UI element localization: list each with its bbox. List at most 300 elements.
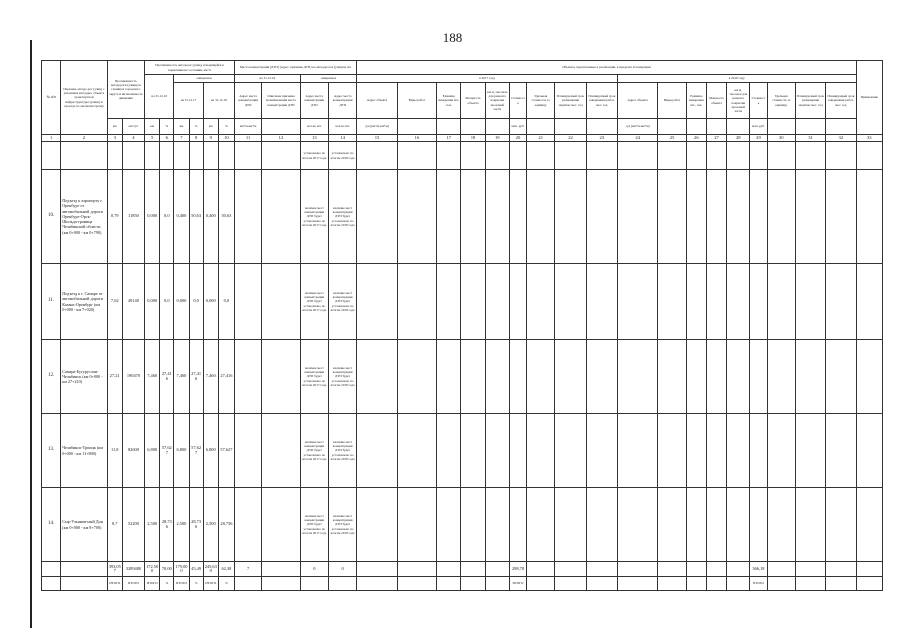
state-pct-16: 0,0 [160, 170, 174, 264]
col-index: 21 [527, 135, 555, 142]
cell-empty [235, 414, 262, 488]
cell-empty [750, 340, 767, 414]
state-pct-17: 0,0 [189, 264, 203, 340]
unit-empty-12 [262, 119, 300, 135]
cell-empty [586, 488, 617, 562]
cell-empty [826, 488, 856, 562]
col-index: 9 [203, 135, 218, 142]
col-index: 22 [555, 135, 586, 142]
state-km-17: 0,400 [174, 170, 189, 264]
totals-row [42, 562, 883, 577]
dtp-note-2017: установлено по итогам 2017 года [300, 142, 328, 170]
cell-empty [555, 170, 586, 264]
cell-empty [485, 414, 509, 488]
cell-empty [300, 577, 328, 591]
header-object-address-17: Адрес объекта [357, 83, 397, 119]
cell-empty [767, 562, 795, 577]
dtp-2017: наличие мест концентрации ДТП будет установлено по итогам 2017 года [300, 488, 328, 562]
cell-empty [174, 142, 189, 170]
cell-empty [727, 562, 750, 577]
cell-empty [235, 142, 262, 170]
unit-pct-18: % [218, 119, 234, 135]
table-row [42, 170, 883, 264]
cell-empty [658, 577, 686, 591]
header-unit-cost-18: Удельная стоимость за единицу [767, 83, 795, 119]
cell-empty [706, 340, 726, 414]
cell-empty [658, 142, 686, 170]
cell-empty [262, 142, 300, 170]
cell-empty [767, 577, 795, 591]
cell-empty [461, 142, 485, 170]
total-cost-17: 298,78 [509, 562, 526, 577]
unit-km-16: км [145, 119, 160, 135]
col-index: 2 [61, 135, 107, 142]
cell-empty [795, 577, 825, 591]
cell-empty [586, 577, 617, 591]
cell-empty [42, 577, 61, 591]
cell-empty [437, 340, 461, 414]
cell-empty [61, 142, 107, 170]
cell-empty [826, 340, 856, 414]
cell-empty [461, 414, 485, 488]
cell-empty [826, 562, 856, 577]
col-index: 19 [485, 135, 509, 142]
state-km-17: 6,800 [174, 414, 189, 488]
cell-empty [397, 562, 436, 577]
state-km-18: 0,400 [203, 170, 218, 264]
cell-empty [686, 142, 706, 170]
dtp-2018: наличие мест концентрации ДТП будет установлено по итогам 2018 года [328, 488, 356, 562]
cell-empty [826, 577, 856, 591]
column-index-row [42, 135, 883, 142]
cell-empty [203, 142, 218, 170]
cell-empty [727, 142, 750, 170]
road-name: Сыр-Ульянов-ный Дон (км 0+000 - км 8+700) [61, 488, 107, 562]
cell-empty [750, 142, 767, 170]
cell-empty [397, 142, 436, 170]
header-units-row [42, 119, 883, 135]
state-pct-18: 50,63 [218, 170, 234, 264]
road-length: 0,79 [107, 170, 122, 264]
dtp-2018: наличие мест концентрации ДТП будет установлено по итогам 2018 года [328, 340, 356, 414]
table-row [42, 340, 883, 414]
dtp-2017: наличие мест концентрации ДТП будет установлено по итогам 2017 года [300, 170, 328, 264]
state-pct-16: 27,41 6 [160, 340, 174, 414]
cell-empty [262, 414, 300, 488]
total-pct-17: 45,49 [189, 562, 203, 577]
cell-empty [618, 264, 658, 340]
cell-empty [586, 170, 617, 264]
header-row-2 [42, 75, 883, 83]
cell-empty [527, 264, 555, 340]
cell-empty [527, 414, 555, 488]
header-objects: Объекты, предлагаемые к реализации, в пределах агломерации [357, 61, 856, 75]
state-km-17: 0,000 [174, 264, 189, 340]
cell-empty [555, 562, 586, 577]
table-row [42, 264, 883, 340]
cell-empty [706, 264, 726, 340]
cell-empty [437, 562, 461, 577]
cell-empty [397, 340, 436, 414]
cell-empty [658, 340, 686, 414]
unit-empty-30 [767, 119, 795, 135]
cell-empty [706, 488, 726, 562]
cell-empty [397, 488, 436, 562]
itogo-label: ИТОГО [145, 577, 160, 591]
cell-empty [856, 414, 882, 488]
cell-empty [727, 488, 750, 562]
cell-empty [555, 142, 586, 170]
cell-empty [706, 562, 726, 577]
cell-empty [658, 562, 686, 577]
cell-empty [437, 264, 461, 340]
cell-empty [767, 414, 795, 488]
cell-empty [586, 562, 617, 577]
cell-empty [658, 488, 686, 562]
cell-empty [485, 488, 509, 562]
state-km-17: 7,460 [174, 340, 189, 414]
col-index: 12 [262, 135, 300, 142]
header-dtp-date-16: на 31.12.16 [235, 75, 301, 83]
state-km-18: 7,460 [203, 340, 218, 414]
unit-dd-18: д/д (км+м-км+м) [618, 119, 658, 135]
cell-empty [555, 488, 586, 562]
cell-empty [727, 414, 750, 488]
header-state-date-16: на 31.12.16 [145, 75, 174, 119]
cell-empty [328, 577, 356, 591]
cell-empty [767, 488, 795, 562]
total-addr-18: 0 [328, 562, 356, 577]
col-index: 8 [189, 135, 203, 142]
unit-empty-26 [686, 119, 706, 135]
dtp-2018: наличие мест концентрации ДТП будет установлено по итогам 2018 года [328, 170, 356, 264]
dtp-note-2018: установлено по итогам 2018 года [328, 142, 356, 170]
state-pct-17: 28,73 6 [189, 488, 203, 562]
itogo-pct: % [189, 577, 203, 591]
cell-empty [235, 488, 262, 562]
state-pct-17: 57,62 7 [189, 414, 203, 488]
header-procure-18: Планируемый срок размещения закупки, мес. год [795, 83, 825, 119]
cell-empty [145, 142, 160, 170]
header-object-address-18: Адрес объекта [618, 83, 658, 119]
unit-count-18: кол-во шт. [328, 119, 356, 135]
state-pct-17: 50,63 [189, 170, 203, 264]
cell-empty [122, 142, 144, 170]
cell-empty [706, 142, 726, 170]
road-traffic: 49140 [122, 264, 144, 340]
cell-empty [262, 264, 300, 340]
cell-empty [856, 340, 882, 414]
road-name: Подъезд к аэропорту г. Оренбург от автомобильной дороги Оренбург-Орск-Шильда-граница Челябинской области (км 0+000 - км 0+790) [61, 170, 107, 264]
cell-empty [357, 414, 397, 488]
road-length: 8,7 [107, 488, 122, 562]
col-index: 30 [767, 135, 795, 142]
total-km-17: 179,00 0 [174, 562, 189, 577]
cell-empty [706, 170, 726, 264]
road-name: Челябинск-Троицк (км 0+000 - км 11+800) [61, 414, 107, 488]
cell-empty [826, 170, 856, 264]
road-length: 27,21 [107, 340, 122, 414]
header-state-date-17: на 31.12.17 [174, 83, 203, 119]
cell-empty [586, 340, 617, 414]
cell-empty [750, 264, 767, 340]
cell-empty [555, 414, 586, 488]
unit-empty-21 [527, 119, 555, 135]
register-table-wrapper [41, 60, 883, 591]
col-index: 15 [357, 135, 397, 142]
header-dtp-address: Адрес места концентрации ДТП [235, 83, 262, 119]
cell-empty [485, 562, 509, 577]
cell-empty [357, 577, 397, 591]
header-road: Перечень автодо-рог (улиц) с указанием км (адрес объекта транспортной инфраструктуры (улица) и проезда по автомагистрали) [61, 61, 107, 135]
col-index: 23 [586, 135, 617, 142]
road-length: 7,02 [107, 264, 122, 340]
cell-empty [485, 264, 509, 340]
cell-empty [397, 414, 436, 488]
cell-empty [235, 577, 262, 591]
col-index: 32 [826, 135, 856, 142]
dtp-2017: наличие мест концентрации ДТП будет установлено по итогам 2017 года [300, 414, 328, 488]
cell-empty [509, 488, 526, 562]
cell-empty [727, 264, 750, 340]
cell-empty [485, 577, 509, 591]
table-row [42, 488, 883, 562]
cell-empty [555, 577, 586, 591]
cell-empty [509, 142, 526, 170]
road-traffic: 52200 [122, 488, 144, 562]
unit-mln-17: млн. руб. [509, 119, 526, 135]
cell-empty [706, 414, 726, 488]
col-index: 18 [461, 135, 485, 142]
cell-empty [461, 264, 485, 340]
header-state-date-18: на 31.12.18 [203, 83, 234, 119]
cell-empty [856, 562, 882, 577]
cell-empty [262, 562, 300, 577]
cell-empty [686, 488, 706, 562]
cell-empty [795, 340, 825, 414]
cell-empty [826, 142, 856, 170]
unit-dtp-km: км+м-км+м [235, 119, 262, 135]
header-works-17: Виды работ [397, 83, 436, 119]
row-number: 13. [42, 414, 61, 488]
cell-empty [527, 488, 555, 562]
cell-empty [509, 264, 526, 340]
col-index: 24 [618, 135, 658, 142]
cell-empty [509, 414, 526, 488]
cell-empty [555, 340, 586, 414]
itogo-pct: % [218, 577, 234, 591]
state-pct-17: 27,41 6 [189, 340, 203, 414]
header-cost-17: Стоимость [509, 83, 526, 119]
road-name: Самара-Бугуруслан-Челябинск (км 0+000 - км 27+210) [61, 340, 107, 414]
road-length: 11,8 [107, 414, 122, 488]
state-km-16: 0,000 [145, 170, 160, 264]
col-index: 3 [107, 135, 122, 142]
state-pct-16: 28,73 6 [160, 488, 174, 562]
header-cost-18: Стоимость [750, 83, 767, 119]
cell-empty [357, 264, 397, 340]
binding-margin-line [30, 40, 32, 628]
col-index: 5 [145, 135, 160, 142]
unit-empty-22 [555, 119, 586, 135]
cell-empty [527, 340, 555, 414]
header-dtp-expected: ожидаемое [300, 75, 357, 83]
header-dtp-address-18: Адрес места концентрации ДТП [328, 83, 356, 119]
col-index: 17 [437, 135, 461, 142]
cell-empty [586, 264, 617, 340]
table-row [42, 414, 883, 488]
total-addr-17: 0 [300, 562, 328, 577]
header-normative-state: Протяженность автодорог (улиц), находящейся в нормативном состоянии, км/% [145, 61, 235, 75]
header-power-17: Мощность объекта [461, 83, 485, 119]
cell-empty [357, 488, 397, 562]
col-index: 33 [856, 135, 882, 142]
header-km-17: км м, тыс.кв.м для ремонта покрытия проезжей части [485, 83, 509, 119]
unit-traffic: авт/сут [122, 119, 144, 135]
cell-empty [357, 142, 397, 170]
cell-empty [856, 170, 882, 264]
unit-length: км [107, 119, 122, 135]
cell-empty [485, 340, 509, 414]
cell-empty [795, 562, 825, 577]
cell-empty [262, 577, 300, 591]
header-km-18: км м, тыс.кв.м для ремонта покрытия проезжей части [727, 83, 750, 119]
cell-empty [658, 264, 686, 340]
header-dtp-places: Места концентрации (ДТП) (адрес, причины ДТП) на автодорогах (улицах) шт. [235, 61, 357, 75]
cell-empty [795, 488, 825, 562]
unit-empty-31 [795, 119, 825, 135]
col-index: 29 [750, 135, 767, 142]
dtp-2018: наличие мест концентрации ДТП будет установлено по итогам 2018 года [328, 264, 356, 340]
cell-empty [767, 340, 795, 414]
cell-empty [618, 170, 658, 264]
col-index: 1 [42, 135, 61, 142]
state-km-18: 6,800 [203, 414, 218, 488]
cell-empty [509, 170, 526, 264]
header-year-2017: в 2017 году [357, 75, 618, 83]
cell-empty [586, 142, 617, 170]
unit-pct-16: % [160, 119, 174, 135]
cell-empty [826, 264, 856, 340]
road-traffic: 82600 [122, 414, 144, 488]
cell-empty [42, 562, 61, 577]
unit-pct-17: % [189, 119, 203, 135]
total-km-16: 172,50 0 [145, 562, 160, 577]
cell-empty [856, 488, 882, 562]
header-power-18: Мощность объекта [706, 83, 726, 119]
cell-empty [856, 264, 882, 340]
cell-empty [107, 142, 122, 170]
state-pct-18: 28,736 [218, 488, 234, 562]
col-index: 6 [160, 135, 174, 142]
unit-empty-17 [437, 119, 461, 135]
cell-empty [706, 577, 726, 591]
cell-empty [618, 488, 658, 562]
cell-empty [235, 340, 262, 414]
row-number: 11. [42, 264, 61, 340]
cell-empty [397, 264, 436, 340]
unit-empty-23 [586, 119, 617, 135]
cell-empty [686, 562, 706, 577]
cell-empty [397, 577, 436, 591]
state-pct-18: 27,416 [218, 340, 234, 414]
total-length: 393,05 7 [107, 562, 122, 577]
unit-dd-17: д/д (км+м-км+м) [357, 119, 397, 135]
cell-empty [618, 142, 658, 170]
register-table [41, 60, 883, 591]
header-note: Примечание [856, 61, 882, 135]
cell-empty [686, 577, 706, 591]
cell-empty [397, 170, 436, 264]
cell-empty [160, 142, 174, 170]
cell-empty [461, 340, 485, 414]
col-index: 13 [300, 135, 328, 142]
unit-empty-27 [706, 119, 726, 135]
road-traffic: 190470 [122, 340, 144, 414]
state-km-18: 2,500 [203, 488, 218, 562]
dtp-2018: наличие мест концентрации ДТП будет установлено по итогам 2018 года [328, 414, 356, 488]
cell-empty [767, 142, 795, 170]
total-pct-18: 62,38 [218, 562, 234, 577]
cell-empty [461, 577, 485, 591]
unit-empty-18 [461, 119, 485, 135]
header-dtp-reasons: Описание причины возникновения места концентрации ДТП [262, 83, 300, 119]
cell-empty [189, 142, 203, 170]
cell-empty [357, 170, 397, 264]
cell-empty [527, 562, 555, 577]
page-number: 188 [442, 30, 463, 45]
col-index: 10 [218, 135, 234, 142]
cell-empty [795, 264, 825, 340]
row-number: 12. [42, 340, 61, 414]
cell-empty [437, 577, 461, 591]
unit-empty-19 [485, 119, 509, 135]
itogo-label: ИТОГО [174, 577, 189, 591]
cell-empty [357, 340, 397, 414]
road-traffic: 11850 [122, 170, 144, 264]
total-dtp: 7 [235, 562, 262, 577]
state-km-16: 0,000 [145, 264, 160, 340]
itogo-row [42, 577, 883, 591]
state-pct-16: 0,0 [160, 264, 174, 340]
itogo-label: ИТОГО [203, 577, 218, 591]
header-length: Протяженность автодороги (улицы) в границах городского округа и интенсивность движения [107, 61, 144, 119]
unit-count-17: кол-во шт. [300, 119, 328, 135]
cell-empty [618, 577, 658, 591]
header-done-18: Планируемый срок завершения работ, мес. год [826, 83, 856, 119]
cell-empty [527, 170, 555, 264]
itogo-label: ИТОГО [107, 577, 122, 591]
cell-empty [767, 170, 795, 264]
cell-empty [856, 142, 882, 170]
col-index: 20 [509, 135, 526, 142]
dtp-2017: наличие мест концентрации ДТП будет установлено по итогам 2017 года [300, 340, 328, 414]
header-no: № п/п [42, 61, 61, 135]
col-index: 25 [658, 135, 686, 142]
cell-empty [727, 577, 750, 591]
cell-empty [218, 142, 234, 170]
total-km-18: 245,63 0 [203, 562, 218, 577]
cell-empty [686, 414, 706, 488]
header-unit-17: Единица измерения шт., п.м. [437, 83, 461, 119]
cell-empty [618, 414, 658, 488]
itogo-label: ИТОГО [122, 577, 144, 591]
cell-empty [461, 170, 485, 264]
cell-empty [437, 414, 461, 488]
cell-empty [485, 142, 509, 170]
col-index: 16 [397, 135, 436, 142]
total-pct-16: 70,00 [160, 562, 174, 577]
